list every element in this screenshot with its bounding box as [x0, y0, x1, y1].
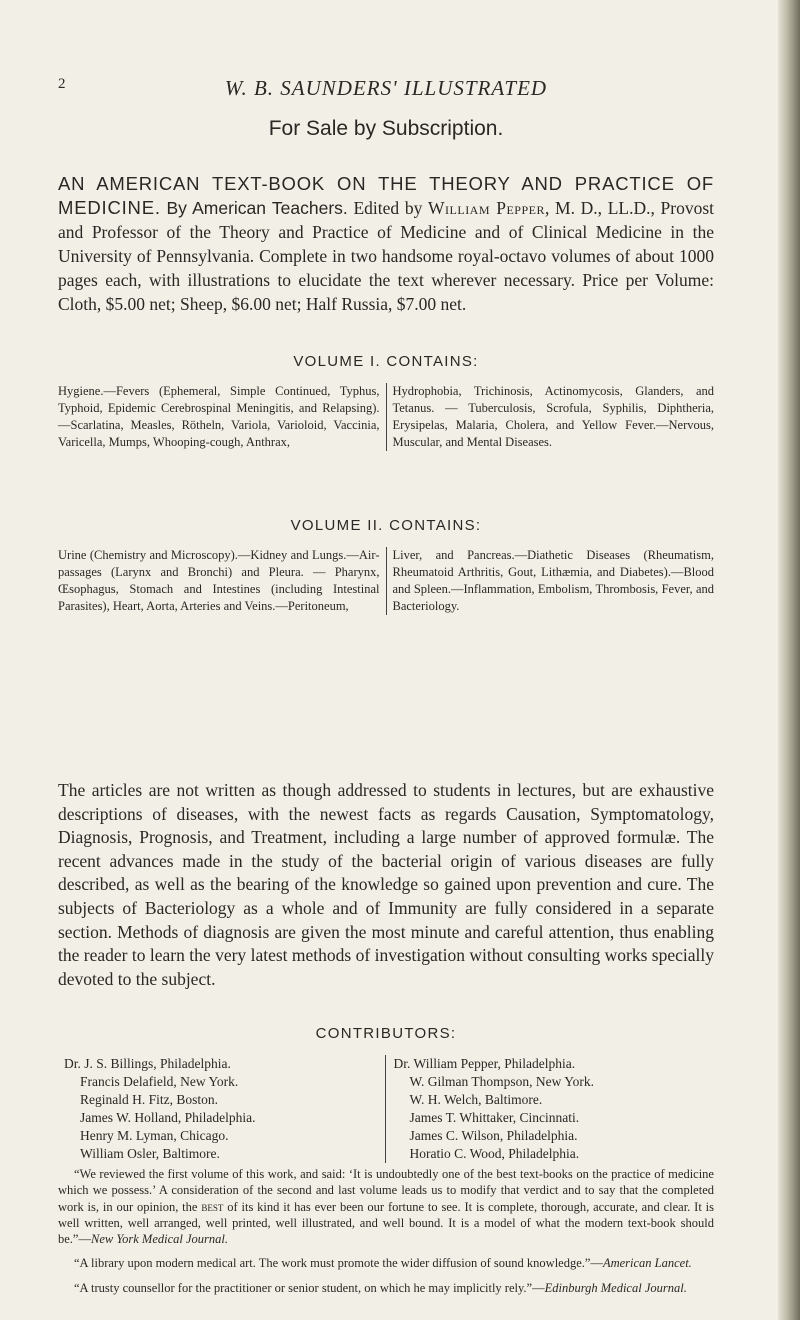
running-header: [58, 76, 714, 100]
contributors-right-column: [385, 1055, 715, 1163]
page-edge-shadow: [778, 0, 800, 1320]
review-text: “A library upon modern medical art. The work must promote the wider diffusion of sound knowledge.”—: [74, 1256, 603, 1271]
contributor-name: W. Gilman Thompson, New York.: [409, 1074, 595, 1089]
contributors-list: [58, 1055, 714, 1163]
review-emphasis: best: [201, 1199, 224, 1214]
description-paragraph: The articles are not written as though addressed to students in lectures, but are exhaustive descriptions of diseases, with the newest facts as regards Causation, Symptomatology, Diagnosis, Prognosis, and Treatment, including a large number of approved formulæ. The recent advances made in the study of the bacterial origin of various diseases are fully described, as well as the bearing of the knowledge so gained upon prevention and cure. The subjects of Bacteriology as a whole and of Immunity are fully considered in a separate section. Methods of diagnosis are given the most minute and careful attention, thus enabling the reader to learn the very latest methods of investigation without consulting works specially devoted to the subject.: [58, 780, 714, 989]
volume1-right-column: Hydrophobia, Trichinosis, Actinomycosis, Glanders, and Tetanus. — Tuberculosis, Scrofula, Syphilis, Diphtheria, Erysipelas, Malaria, Cholera, and Yellow Fever.—Nervous, Muscular, and Mental Diseases.: [386, 383, 715, 451]
page-number: 2: [58, 76, 67, 92]
contributor-name: Francis Delafield, New York.: [80, 1074, 239, 1089]
editor-name: William Pepper: [428, 198, 545, 218]
book-title: AN AMERICAN TEXT-BOOK ON THE THEORY AND PRACTICE OF MEDICINE.: [58, 173, 714, 218]
book-description: M. D., LL.D., Provost and Professor of the Theory and Practice of Medicine and of Clinical Medicine in the University of Pennsylvania. Complete in two handsome royal-octavo volumes of about 1000 pages each, with illustrations to elucidate the text wherever necessary. Price per Volume: Cloth, $5.00 net; Sheep, $6.00 net; Half Russia, $7.00 net.: [58, 198, 715, 314]
review-source: New York Medical Journal.: [90, 1232, 229, 1247]
contributor-name: Dr. J. S. Billings, Philadelphia.: [64, 1056, 231, 1071]
intro-paragraph: AN AMERICAN TEXT-BOOK ON THE THEORY AND PRACTICE OF MEDICINE. By American Teachers. Edited by William Pepper, M. D., LL.D., Provost and Professor of the Theory and Practice of Medicine and of Clinical Medicine in the University of Pennsylvania. Complete in two handsome royal-octavo volumes of about 1000 pages each, with illustrations to elucidate the text wherever necessary. Price per Volume: Cloth, $5.00 net; Sheep, $6.00 net; Half Russia, $7.00 net.: [58, 173, 715, 314]
volume2-right-column: Liver, and Pancreas.—Diathetic Diseases (Rheumatism, Rheumatoid Arthritis, Gout, Lithæmia, and Diabetes).—Blood and Spleen.—Inflammation, Embolism, Thrombosis, Fever, and Bacteriology.: [386, 547, 715, 615]
page-heading: For Sale by Subscription.: [268, 117, 504, 140]
volume1-left-column: Hygiene.—Fevers (Ephemeral, Simple Continued, Typhus, Typhoid, Epidemic Cerebrospinal Meningitis, and Relapsing).—Scarlatina, Measles, Rötheln, Variola, Varioloid, Vaccinia, Varicella, Mumps, Whooping-cough, Anthrax,: [58, 384, 380, 449]
edited-by: Edited by: [353, 198, 423, 218]
volume2-contents: [58, 547, 714, 615]
review-text: “We reviewed the first volume of this work, and said: ‘It is undoubtedly one of the best text-books on the practice of medicine which we possess.’ A consideration of the second and last volume leads us to modify that verdict and to say that the completed work is, in our opinion, the: [58, 1167, 714, 1214]
by-teachers: By American Teachers.: [166, 198, 348, 218]
contributor-name: James W. Holland, Philadelphia.: [80, 1110, 256, 1125]
contributor-name: Dr. William Pepper, Philadelphia.: [393, 1056, 576, 1071]
contributors-left-column: [58, 1055, 385, 1163]
contributor-name: Horatio C. Wood, Philadelphia.: [409, 1146, 580, 1161]
contributor-name: Reginald H. Fitz, Boston.: [80, 1092, 218, 1107]
contributor-name: James T. Whittaker, Cincinnati.: [409, 1110, 580, 1125]
review-source: Edinburgh Medical Journal.: [544, 1280, 687, 1295]
volume1-contents: [58, 383, 714, 451]
contributor-name: William Osler, Baltimore.: [80, 1146, 220, 1161]
review-text: of its kind it has ever been our fortune to see. It is complete, thorough, accurate, and clear. It is well written, well arranged, well printed, well illustrated, and well bound. It is a model of what the modern text-book should be.”—: [58, 1199, 715, 1247]
contributors-heading: CONTRIBUTORS:: [315, 1025, 457, 1042]
review-text: “A trusty counsellor for the practitioner or senior student, on which he may implicitly rely.”—: [74, 1280, 545, 1295]
press-reviews: [58, 1166, 714, 1304]
contributor-name: W. H. Welch, Baltimore.: [409, 1092, 543, 1107]
review-quote: [58, 1166, 714, 1247]
running-title: W. B. SAUNDERS' ILLUSTRATED: [224, 76, 548, 100]
volume2-heading: VOLUME II. CONTAINS:: [290, 517, 482, 534]
contributor-name: Henry M. Lyman, Chicago.: [80, 1128, 229, 1143]
review-quote: [58, 1280, 714, 1296]
volume2-left-column: Urine (Chemistry and Microscopy).—Kidney and Lungs.—Air-passages (Larynx and Bronchi) and Pleura. — Pharynx, Œsophagus, Stomach and Intestines (including Intestinal Parasites), Heart, Aorta, Arteries and Veins.—Peritoneum,: [58, 548, 380, 613]
review-quote: [58, 1255, 714, 1271]
contributor-name: James C. Wilson, Philadelphia.: [409, 1128, 578, 1143]
review-source: American Lancet.: [602, 1256, 692, 1271]
volume1-heading: VOLUME I. CONTAINS:: [293, 353, 479, 370]
